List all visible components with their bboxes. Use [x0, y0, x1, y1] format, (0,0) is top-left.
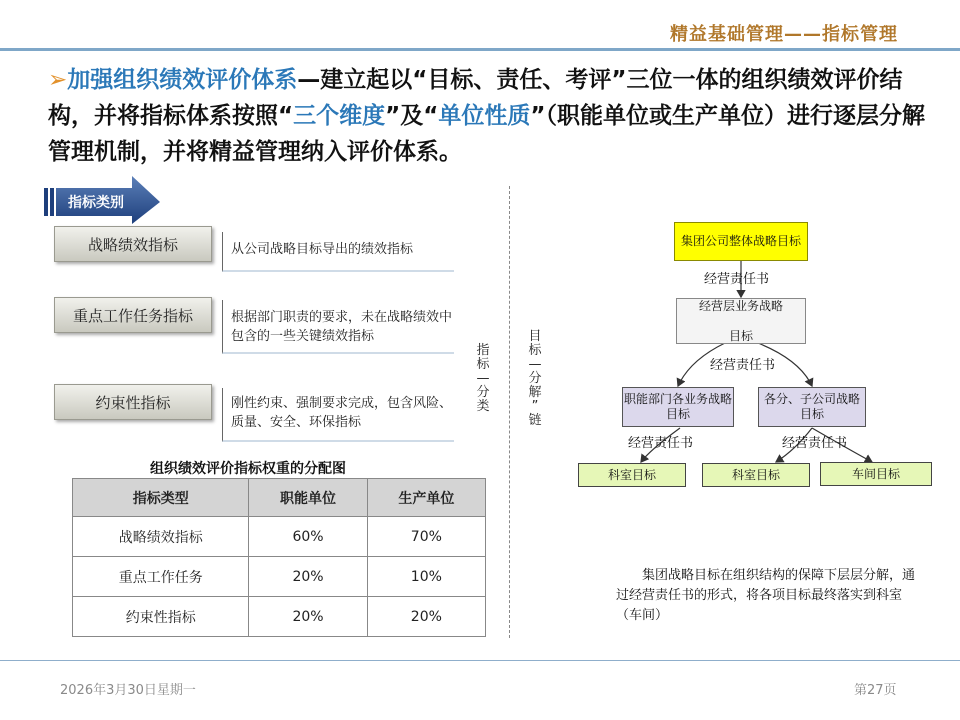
category-tag-label: 指标类别 — [68, 195, 124, 211]
page-header-title: 精益基础管理——指标管理 — [670, 24, 898, 45]
table-header: 指标类型 — [73, 479, 249, 517]
flow-node-subsidiary: 各分、子公司战略目标 — [758, 387, 866, 427]
table-cell: 重点工作任务 — [73, 557, 249, 597]
flow-edge-label: 经营责任书 — [782, 436, 848, 451]
intro-text-1: —建立起以“目标、责任、考评”三位一体的组织绩效评价结构，并将指标体系按照“ — [48, 67, 903, 129]
axis-decompose-char: 链 — [528, 413, 542, 428]
flow-edge-label: 经营责任书 — [628, 436, 694, 451]
table-cell: 20% — [249, 597, 367, 637]
axis-decompose-char: — — [528, 357, 542, 372]
flow-node-functional-dept: 职能部门各业务战略目标 — [622, 387, 734, 427]
intro-text-2: ”及“ — [385, 103, 439, 129]
table-header: 生产单位 — [367, 479, 485, 517]
axis-decompose-char: 解 — [528, 385, 542, 400]
table-cell: 60% — [249, 517, 367, 557]
flow-node-section-target: 科室目标 — [578, 463, 686, 487]
flow-node-section-target: 科室目标 — [702, 463, 810, 487]
table-header: 职能单位 — [249, 479, 367, 517]
axis-decompose-char: 分 — [528, 371, 542, 386]
footer-date: 2026年3月30日星期一 — [60, 683, 196, 698]
category-strategic: 战略绩效指标 — [54, 226, 212, 262]
flow-node-workshop-target: 车间目标 — [820, 462, 932, 486]
intro-highlight-unit-nature: 单位性质 — [438, 103, 531, 129]
category-key-tasks-desc: 根据部门职责的要求，未在战略绩效中包含的一些关键绩效指标 — [222, 300, 454, 354]
table-cell: 20% — [249, 557, 367, 597]
axis-classify-char: 分 — [476, 385, 490, 400]
table-cell: 20% — [367, 597, 485, 637]
bullet-arrow-icon: ➢ — [48, 67, 68, 93]
intro-text-3: ”（职能单位或生产单位）进行逐层分解管理机制，并将精益管理纳入评价体系。 — [48, 103, 925, 165]
axis-decompose-char: 标 — [528, 343, 542, 358]
axis-classify-char: 指 — [476, 343, 490, 358]
category-strategic-desc: 从公司战略目标导出的绩效指标 — [222, 232, 454, 272]
axis-classify-char: 标 — [476, 357, 490, 372]
intro-highlight-dimensions: 三个维度 — [293, 103, 386, 129]
flow-node-business-strategy: 经营层业务战略 目标 — [676, 298, 806, 344]
table-cell: 约束性指标 — [73, 597, 249, 637]
table-cell: 70% — [367, 517, 485, 557]
axis-classify-char: — — [476, 371, 490, 386]
axis-decompose-char: ” — [531, 399, 539, 414]
axis-decompose-char: 目 — [528, 329, 542, 344]
footer-divider — [0, 660, 960, 661]
flow-node-group-strategy: 集团公司整体战略目标 — [674, 222, 808, 261]
axis-classify-char: 类 — [476, 399, 490, 414]
flow-edge-label: 经营责任书 — [704, 272, 770, 287]
flow-edge-label: 经营责任书 — [710, 358, 776, 373]
flow-explanation-note: 集团战略目标在组织结构的保障下层层分解，通过经营责任书的形式，将各项目标最终落实到科室（车间） — [616, 568, 916, 623]
category-constraint: 约束性指标 — [54, 384, 212, 420]
weights-table-title: 组织绩效评价指标权重的分配图 — [150, 461, 346, 477]
intro-lead: 加强组织绩效评价体系 — [67, 67, 298, 93]
footer-page-number: 第27页 — [854, 683, 897, 698]
category-key-tasks: 重点工作任务指标 — [54, 297, 212, 333]
category-constraint-desc: 刚性约束、强制要求完成，包含风险、质量、安全、环保指标 — [222, 388, 454, 442]
table-cell: 10% — [367, 557, 485, 597]
table-cell: 战略绩效指标 — [73, 517, 249, 557]
